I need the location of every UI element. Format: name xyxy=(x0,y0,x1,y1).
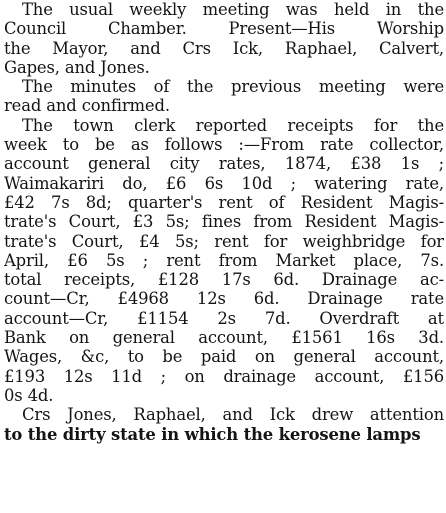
article-line-22: Crs Jones, Raphael, and Ick drew attention xyxy=(22,405,444,425)
article-line-9: account general city rates, 1874, £38 1s ; xyxy=(4,154,444,174)
article-line-11: £42 7s 8d; quarter's rent of Resident Magis- xyxy=(4,192,444,212)
article-line-13: trate's Court, £4 5s; rent for weighbridge for xyxy=(4,231,444,251)
article-line-3: the Mayor, and Crs Ick, Raphael, Calvert, xyxy=(4,38,444,58)
article-line-18: Bank on general account, £1561 16s 3d. xyxy=(4,328,444,348)
article-line-6: read and confirmed. xyxy=(4,96,170,116)
article-line-20: £193 12s 11d ; on drainage account, £156 xyxy=(4,366,444,386)
article-line-7: The town clerk reported receipts for the xyxy=(22,115,444,135)
article-line-10: Waimakariri do, £6 6s 10d ; watering rate, xyxy=(4,173,444,193)
article-line-16: count—Cr, £4968 12s 6d. Drainage rate xyxy=(4,289,444,309)
article-line-23: to the dirty state in which the kerosene lamps xyxy=(4,424,421,444)
article-line-15: total receipts, £128 17s 6d. Drainage ac- xyxy=(4,270,444,290)
article-line-21: 0s 4d. xyxy=(4,385,54,405)
article-line-1: The usual weekly meeting was held in the xyxy=(22,0,444,19)
article-line-17: account—Cr, £1154 2s 7d. Overdraft at xyxy=(4,308,444,328)
article-line-2: Council Chamber. Present—His Worship xyxy=(4,19,444,39)
article-text-column xyxy=(4,0,444,444)
article-line-14: April, £6 5s ; rent from Market place, 7s. xyxy=(4,250,444,270)
article-line-5: The minutes of the previous meeting were xyxy=(22,77,444,97)
article-line-12: trate's Court, £3 5s; fines from Resident Magis- xyxy=(4,212,444,232)
article-line-19: Wages, &c, to be paid on general account, xyxy=(4,347,444,367)
article-line-4: Gapes, and Jones. xyxy=(4,57,150,77)
article-line-8: week to be as follows :—From rate collector, xyxy=(4,135,444,155)
